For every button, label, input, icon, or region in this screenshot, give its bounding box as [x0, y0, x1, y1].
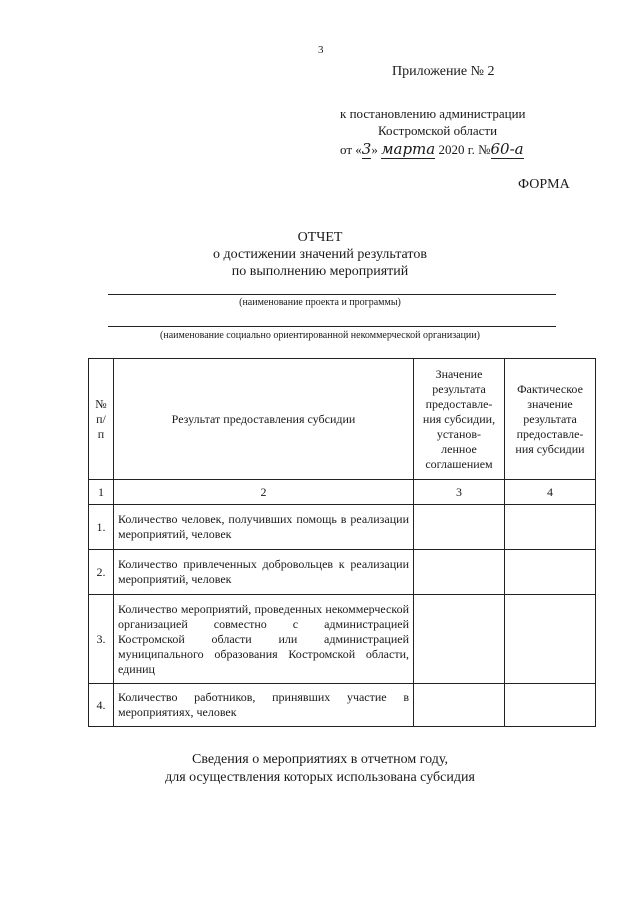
appendix-title: Приложение № 2 — [392, 64, 495, 79]
report-subtitle-1: о достижении значений результатов — [213, 247, 427, 262]
index-cell: 4 — [505, 480, 596, 505]
date-prefix: от « — [340, 142, 362, 157]
row-actual-value[interactable] — [505, 595, 596, 684]
table-row — [89, 595, 596, 684]
resolution-line-1: к постановлению администрации — [340, 106, 526, 121]
project-name-line — [108, 294, 556, 295]
index-cell: 3 — [414, 480, 505, 505]
row-actual-value[interactable] — [505, 505, 596, 550]
row-planned-value[interactable] — [414, 550, 505, 595]
row-result: Количество человек, получивших помощь в реализации мероприятий, человек — [114, 505, 414, 550]
page-number: 3 — [318, 44, 324, 56]
row-num: 2. — [89, 550, 114, 595]
row-planned-value[interactable] — [414, 595, 505, 684]
year-text: 2020 г. № — [438, 142, 491, 157]
handwritten-month: марта — [381, 140, 436, 158]
row-num: 1. — [89, 505, 114, 550]
row-result: Количество мероприятий, проведенных некоммерческой организацией совместно с администрацией Костромской области или администрацией муниципального образования Костромской области, единиц — [114, 595, 414, 684]
table-row — [89, 550, 596, 595]
footer-line-1: Сведения о мероприятиях в отчетном году, — [192, 752, 448, 767]
row-actual-value[interactable] — [505, 684, 596, 727]
footer-line-2: для осуществления которых использована субсидия — [165, 770, 475, 785]
report-title: ОТЧЕТ — [297, 230, 343, 245]
resolution-date-line — [340, 140, 524, 158]
header-actual: Фактическое значение результата предоставле- ния субсидии — [505, 359, 596, 480]
form-label: ФОРМА — [518, 177, 570, 192]
row-result: Количество привлеченных добровольцев к реализации мероприятий, человек — [114, 550, 414, 595]
table-row — [89, 505, 596, 550]
row-num: 4. — [89, 684, 114, 727]
row-planned-value[interactable] — [414, 505, 505, 550]
handwritten-number: 60-а — [490, 140, 524, 158]
index-cell: 1 — [89, 480, 114, 505]
row-actual-value[interactable] — [505, 550, 596, 595]
row-result: Количество работников, принявших участие в мероприятиях, человек — [114, 684, 414, 727]
header-num: № п/п — [89, 359, 114, 480]
index-cell: 2 — [114, 480, 414, 505]
table-header-row — [89, 359, 596, 480]
date-mid: » — [371, 142, 378, 157]
report-subtitle-2: по выполнению мероприятий — [231, 264, 409, 279]
results-table — [88, 358, 596, 727]
organization-name-line — [108, 326, 556, 327]
resolution-line-2: Костромской области — [378, 123, 498, 138]
table-index-row — [89, 480, 596, 505]
project-name-caption: (наименование проекта и программы) — [239, 297, 401, 308]
row-num: 3. — [89, 595, 114, 684]
handwritten-day: 3 — [361, 140, 372, 158]
header-result: Результат предоставления субсидии — [114, 359, 414, 480]
table-row — [89, 684, 596, 727]
organization-name-caption: (наименование социально ориентированной некоммерческой организации) — [160, 330, 480, 341]
header-planned: Значение результата предоставле- ния субсидии, установ- ленное соглашением — [414, 359, 505, 480]
row-planned-value[interactable] — [414, 684, 505, 727]
